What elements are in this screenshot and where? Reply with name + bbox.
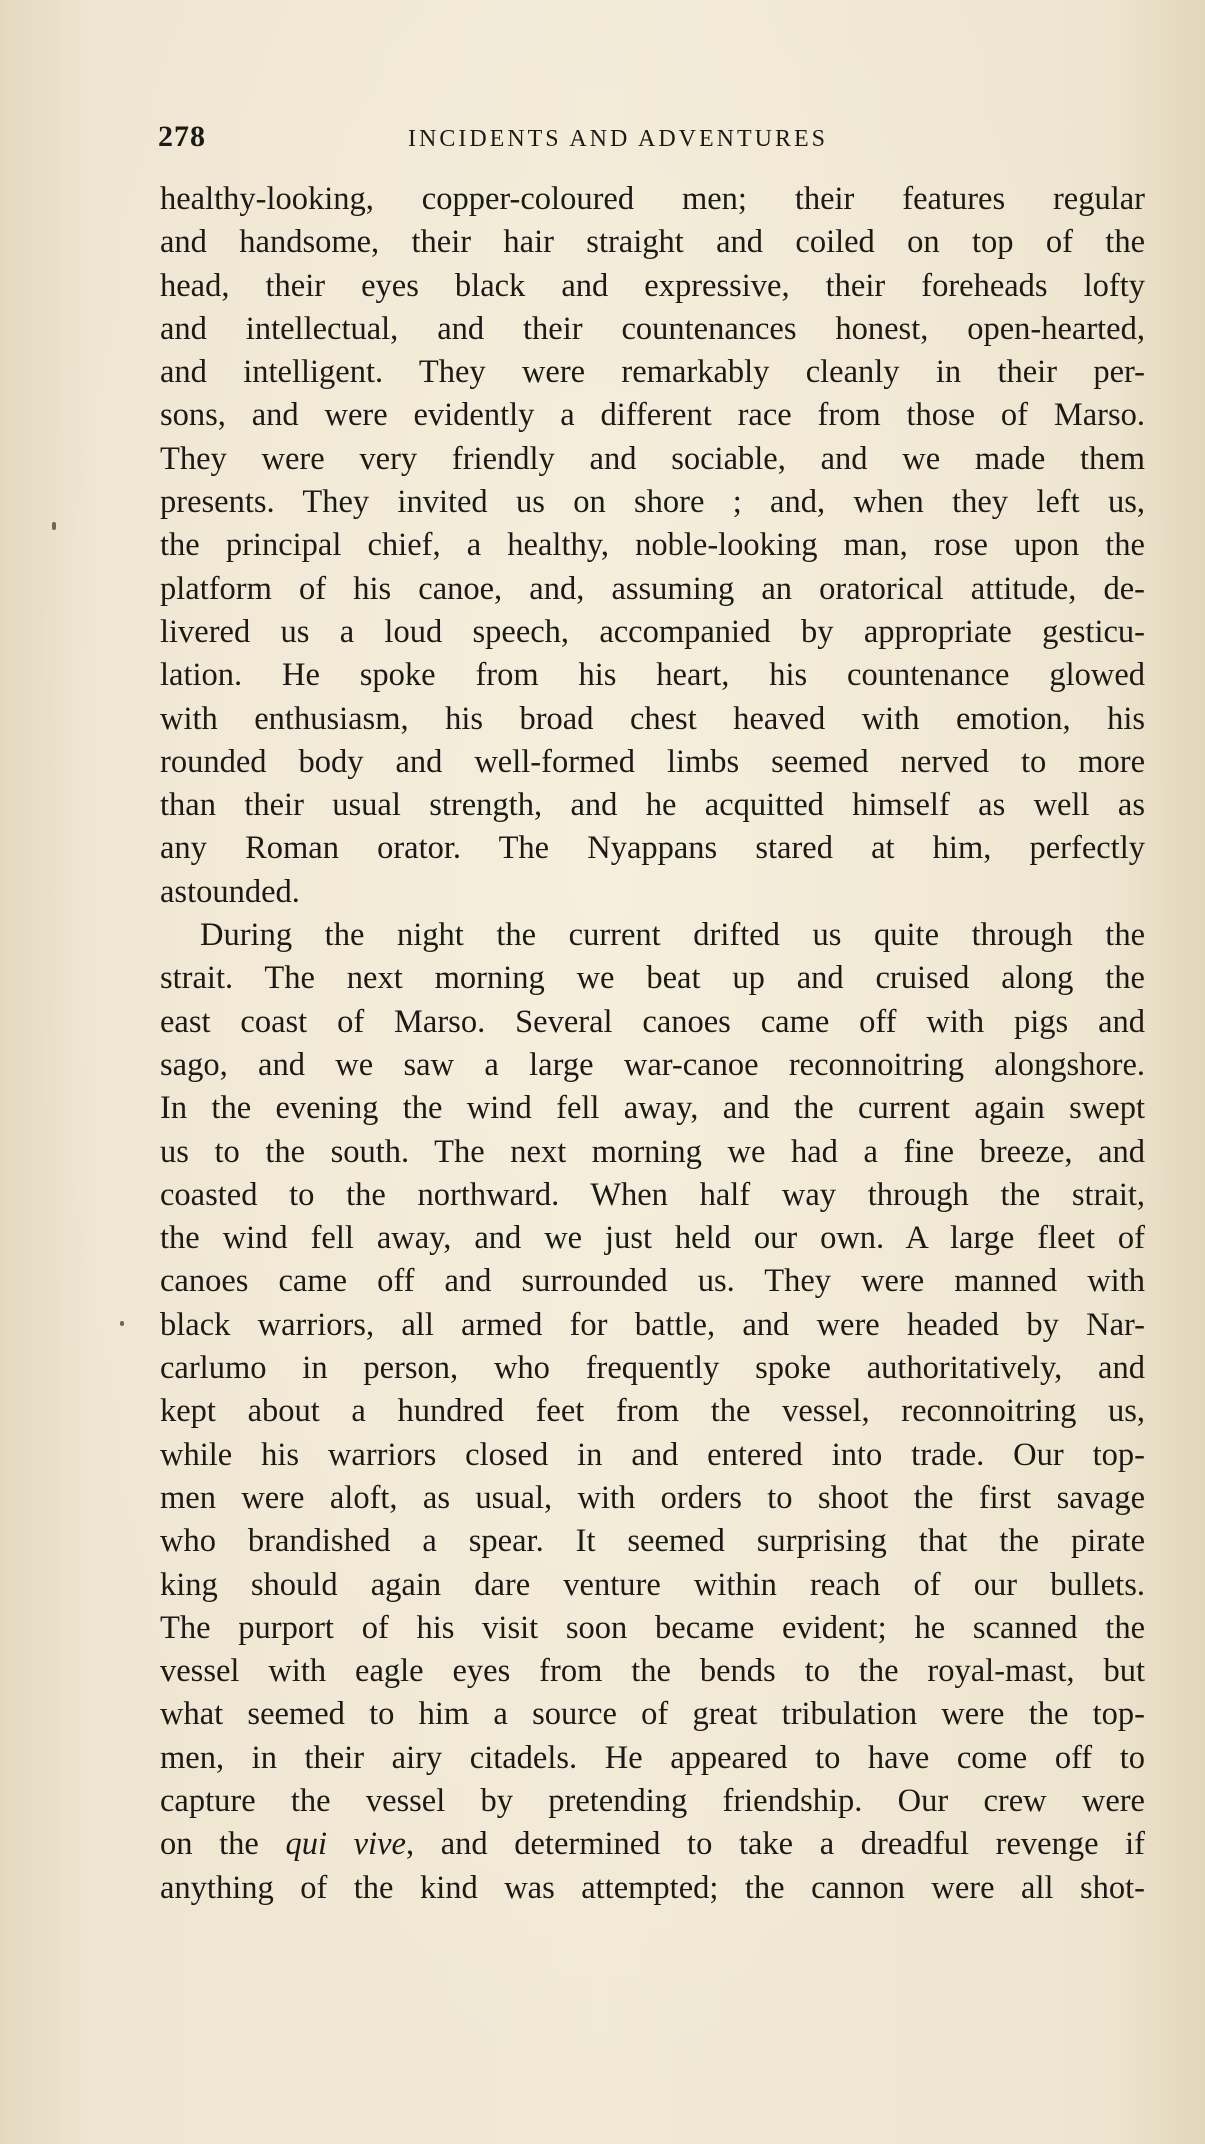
page-number: 278 [158, 120, 206, 153]
text-line: In the evening the wind fell away, and the current again swept [160, 1090, 1145, 1127]
margin-speck-upper [52, 522, 56, 530]
paragraph-first-line: During the night the current drifted us quite through the [200, 917, 1145, 954]
text-line: with enthusiasm, his broad chest heaved with emotion, his [160, 700, 1145, 737]
text-line: capture the vessel by pretending friendship. Our crew were [160, 1782, 1145, 1819]
text-line: head, their eyes black and expressive, their foreheads lofty [160, 267, 1145, 304]
text-span: , and determined to take a dreadful revenge if [405, 1826, 1145, 1863]
text-line: healthy-looking, copper-coloured men; their features regular [160, 181, 1145, 217]
text-line: the wind fell away, and we just held our own. A large fleet of [160, 1220, 1145, 1257]
text-line: lation. He spoke from his heart, his countenance glowed [160, 657, 1145, 694]
text-line: men, in their airy citadels. He appeared to have come off to [160, 1739, 1145, 1776]
text-line: The purport of his visit soon became evident; he scanned the [160, 1609, 1145, 1646]
text-line: livered us a loud speech, accompanied by appropriate gesticu- [160, 613, 1145, 650]
text-line: the principal chief, a healthy, noble-looking man, rose upon the [160, 527, 1145, 564]
text-line: They were very friendly and sociable, and we made them [160, 440, 1145, 477]
text-line-with-italic [160, 1823, 1145, 1866]
text-line: sons, and were evidently a different race from those of Marso. [160, 397, 1145, 434]
text-line: astounded. [160, 873, 300, 910]
text-line: carlumo in person, who frequently spoke authoritatively, and [160, 1350, 1145, 1387]
text-line: what seemed to him a source of great tribulation were the top- [160, 1696, 1145, 1733]
text-line: rounded body and well-formed limbs seemed nerved to more [160, 743, 1145, 780]
text-line: any Roman orator. The Nyappans stared at him, perfectly [160, 830, 1145, 867]
text-line: kept about a hundred feet from the vessel, reconnoitring us, [160, 1393, 1145, 1430]
text-line: strait. The next morning we beat up and cruised along the [160, 960, 1145, 997]
text-line: than their usual strength, and he acquitted himself as well as [160, 787, 1145, 824]
text-line: sago, and we saw a large war-canoe reconnoitring alongshore. [160, 1046, 1145, 1083]
text-line: black warriors, all armed for battle, and were headed by Nar- [160, 1306, 1145, 1343]
text-line: and intellectual, and their countenances honest, open-hearted, [160, 310, 1145, 347]
text-line: men were aloft, as usual, with orders to shoot the first savage [160, 1479, 1145, 1516]
text-line: and intelligent. They were remarkably cleanly in their per- [160, 354, 1145, 391]
margin-speck-lower [120, 1321, 124, 1326]
italic-phrase: qui vive [285, 1826, 406, 1863]
text-line: canoes came off and surrounded us. They were manned with [160, 1263, 1145, 1300]
running-title: INCIDENTS AND ADVENTURES [408, 126, 828, 152]
text-line: anything of the kind was attempted; the cannon were all shot- [160, 1869, 1145, 1906]
body-text [160, 178, 1145, 1910]
text-line: presents. They invited us on shore ; and, when they left us, [160, 484, 1145, 521]
text-line: coasted to the northward. When half way through the strait, [160, 1176, 1145, 1213]
text-line: and handsome, their hair straight and coiled on top of the [160, 224, 1145, 261]
text-line: who brandished a spear. It seemed surprising that the pirate [160, 1523, 1145, 1560]
text-line: platform of his canoe, and, assuming an oratorical attitude, de- [160, 570, 1145, 607]
text-line: king should again dare venture within reach of our bullets. [160, 1566, 1145, 1603]
text-line: us to the south. The next morning we had a fine breeze, and [160, 1133, 1145, 1170]
running-head [158, 120, 1058, 160]
text-line: while his warriors closed in and entered into trade. Our top- [160, 1436, 1145, 1473]
text-line: east coast of Marso. Several canoes came off with pigs and [160, 1003, 1145, 1040]
text-span: on the [160, 1826, 286, 1863]
text-line: vessel with eagle eyes from the bends to the royal-mast, but [160, 1653, 1145, 1690]
